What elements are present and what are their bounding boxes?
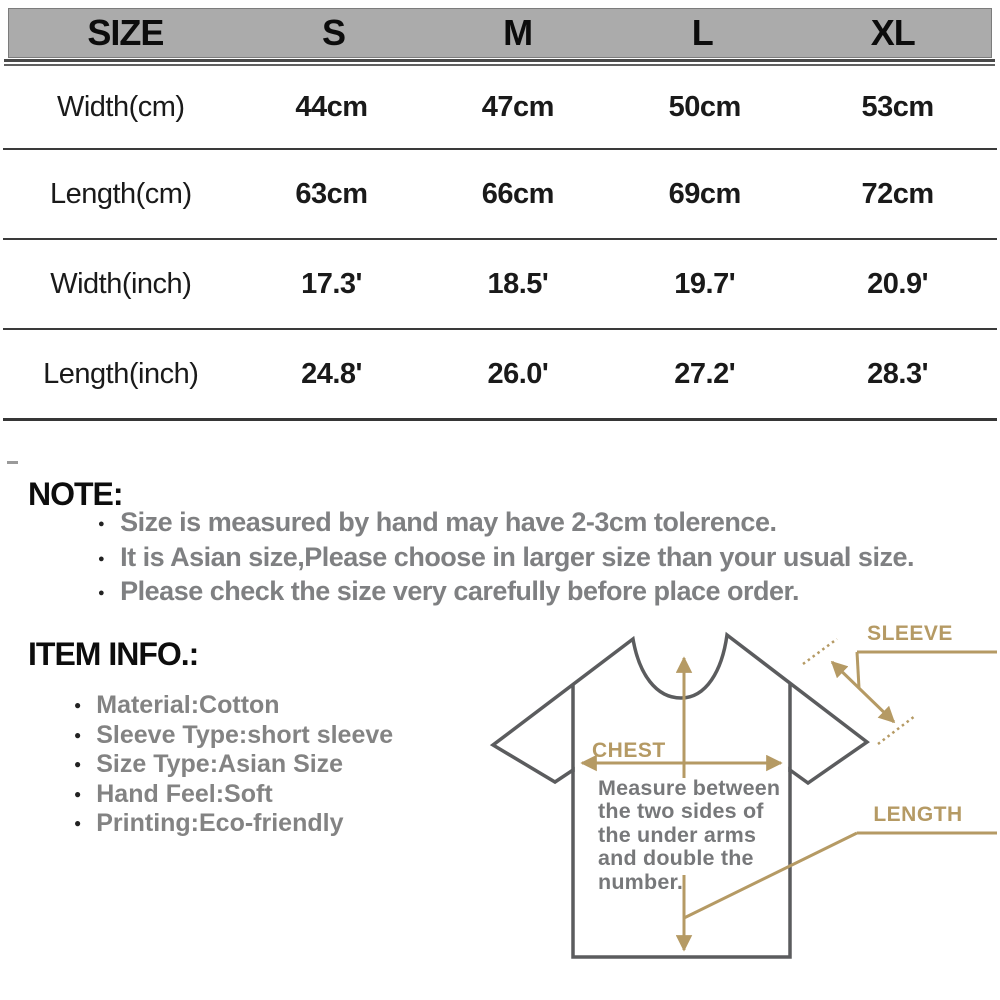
header-cell-m: M: [503, 12, 533, 53]
item-info-text: ● Material:Cotton: [96, 691, 280, 719]
cell-value: 24.8': [301, 357, 362, 390]
row-label: Width(cm): [56, 91, 185, 123]
cell-value: 50cm: [668, 91, 741, 123]
item-info-text: ● Size Type:Asian Size: [96, 750, 344, 778]
tshirt-measurement-diagram: [470, 600, 1000, 1000]
sleeve-extension-dotted-top: [803, 639, 837, 664]
cell-value: 28.3': [867, 357, 928, 390]
cell-value: 66cm: [481, 177, 554, 210]
table-row-width-cm: [3, 67, 997, 150]
note-heading: NOTE:: [28, 476, 123, 512]
note-item: [98, 507, 914, 542]
header-divider-thin: [4, 64, 995, 66]
measure-note-line: the two sides of: [598, 799, 764, 823]
cell-value: 53cm: [861, 91, 934, 123]
measure-note-line: the under arms: [598, 823, 757, 847]
header-cell-l: L: [691, 12, 713, 53]
sleeve-extension-dotted-bottom: [878, 716, 915, 744]
row-label: Length(inch): [43, 357, 199, 390]
item-info-item: [74, 780, 393, 810]
sleeve-arrow: [832, 662, 894, 722]
cell-value: 20.9': [867, 267, 928, 300]
item-info-item: [74, 809, 393, 839]
size-table-header-row: [8, 8, 992, 58]
table-row-length-cm: [3, 150, 997, 240]
stray-dash-mark: [7, 461, 18, 464]
measure-note-line: Measure between: [598, 776, 781, 800]
cell-value: 44cm: [295, 91, 368, 123]
note-item: [98, 542, 914, 577]
sleeve-label: SLEEVE: [867, 622, 953, 645]
note-item-text: ● It is Asian size,Please choose in larger size than your usual size.: [120, 541, 914, 572]
header-cell-size: SIZE: [87, 12, 164, 53]
size-table-body: [3, 67, 997, 421]
cell-value: 17.3': [301, 267, 362, 300]
item-info-text: ● Sleeve Type:short sleeve: [96, 720, 394, 749]
cell-value: 72cm: [861, 177, 934, 210]
cell-value: 18.5': [487, 267, 549, 300]
row-label: Width(inch): [50, 267, 192, 300]
item-info-list: [74, 691, 393, 839]
sleeve-label-connector: [857, 652, 859, 688]
header-divider-thick: [4, 59, 995, 62]
chest-label: CHEST: [592, 739, 666, 762]
cell-value: 69cm: [668, 177, 741, 210]
length-label: LENGTH: [873, 803, 963, 826]
cell-value: 19.7': [674, 267, 736, 300]
row-label: Length(cm): [49, 177, 192, 210]
table-row-width-inch: [3, 240, 997, 330]
measure-note-line: number.: [598, 870, 684, 894]
measure-note-line: and double the: [598, 846, 754, 870]
item-info-item: [74, 691, 393, 721]
cell-value: 63cm: [295, 177, 368, 210]
note-item-text: ● Size is measured by hand may have 2-3cm tolerence.: [120, 507, 777, 537]
item-info-heading: ITEM INFO.:: [28, 636, 199, 672]
note-list: [98, 507, 914, 611]
item-info-text: ● Printing:Eco-friendly: [96, 809, 344, 837]
item-info-item: [74, 721, 393, 751]
table-row-length-inch: [3, 330, 997, 421]
cell-value: 27.2': [674, 357, 736, 390]
item-info-item: [74, 750, 393, 780]
item-info-text: ● Hand Feel:Soft: [96, 779, 273, 808]
note-item-text: ● Please check the size very carefully before place order.: [120, 576, 800, 606]
header-cell-s: S: [322, 12, 346, 53]
header-cell-xl: XL: [870, 12, 915, 53]
cell-value: 47cm: [481, 91, 554, 123]
cell-value: 26.0': [487, 357, 549, 390]
